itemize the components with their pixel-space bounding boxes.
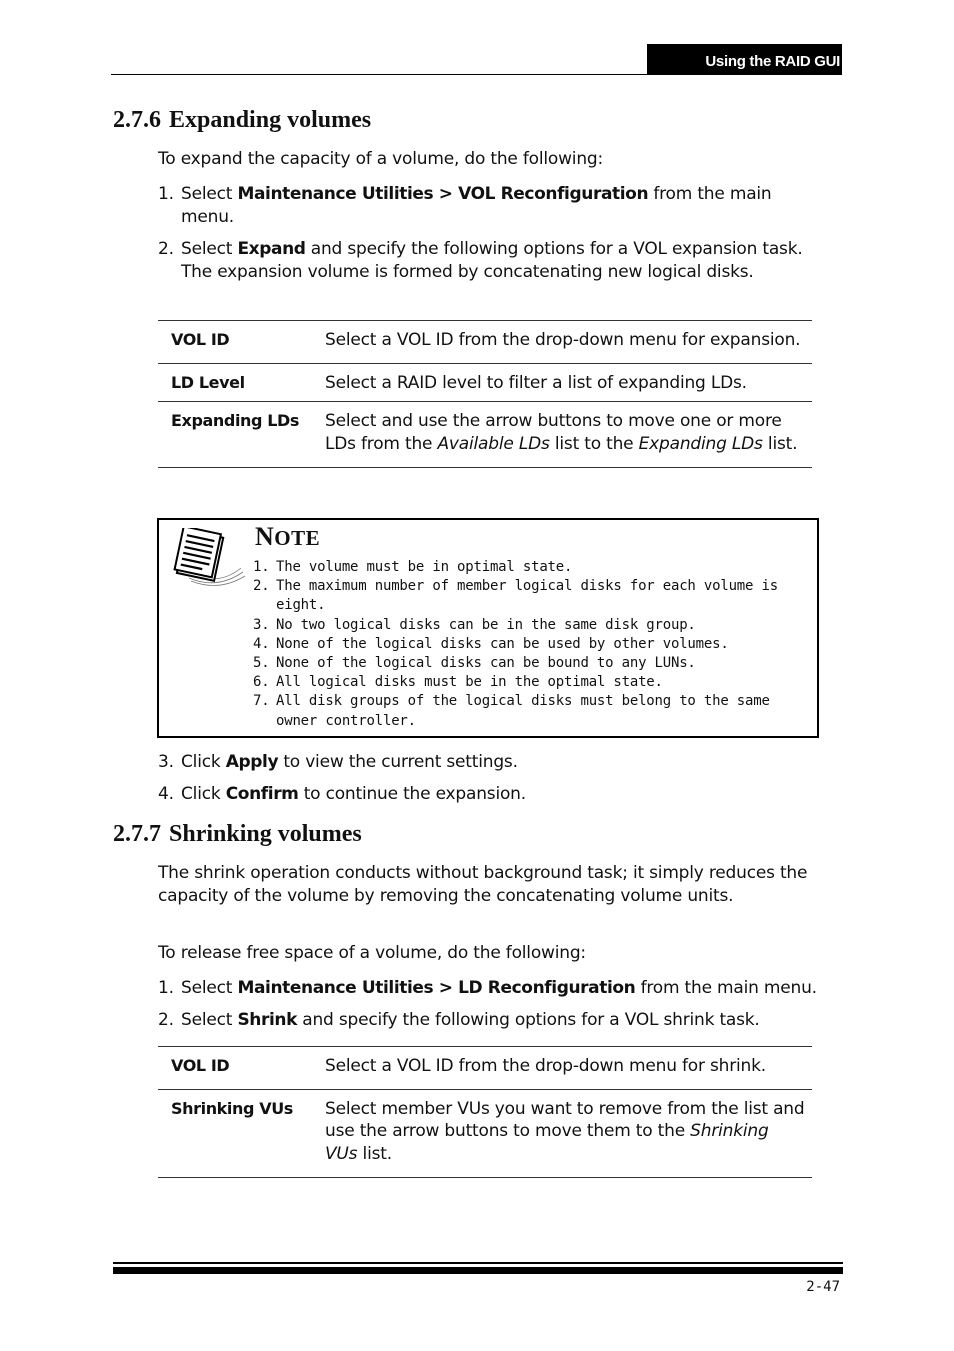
- option-description: Select a VOL ID from the drop-down menu for expansion.: [325, 330, 801, 350]
- step-text: from the main menu.: [635, 978, 817, 998]
- item-text: None of the logical disks can be used by other volumes.: [276, 635, 729, 652]
- list-name: Shrinking VUs: [325, 1121, 769, 1164]
- item-text: All disk groups of the logical disks must belong to the same owner controller.: [276, 693, 770, 729]
- shrink-intro: To release free space of a volume, do the following:: [158, 943, 586, 963]
- list-name: Available LDs: [437, 433, 550, 454]
- note-item: [253, 692, 813, 730]
- section-title: Expanding volumes: [169, 107, 372, 133]
- item-text: The volume must be in optimal state.: [276, 559, 573, 575]
- shrink-description: The shrink operation conducts without background task; it simply reduces the capacity of the volume by removing the concatenating volume units.: [158, 863, 808, 906]
- item-number: 6.: [253, 674, 270, 691]
- item-number: 1.: [253, 559, 270, 575]
- menu-path: Maintenance Utilities > LD Reconfiguration: [237, 978, 636, 998]
- table-row: [158, 402, 812, 468]
- section-number: 2.7.6: [113, 107, 161, 133]
- item-text: None of the logical disks can be bound to any LUNs.: [276, 655, 696, 672]
- section-heading-shrinking: [113, 821, 362, 848]
- note-box: [157, 518, 819, 738]
- button-name: Apply: [225, 752, 279, 772]
- note-item: [253, 673, 813, 692]
- item-text: The maximum number of member logical disks for each volume is eight.: [276, 578, 778, 614]
- step-text: to view the current settings.: [278, 752, 518, 772]
- step-3: [158, 751, 828, 774]
- footer-rule-thin: [113, 1262, 843, 1264]
- notepad-icon: [167, 528, 247, 588]
- option-description: Select a VOL ID from the drop-down menu for shrink.: [325, 1056, 766, 1076]
- option-label: VOL ID: [171, 1056, 230, 1075]
- step-text: Select: [181, 184, 238, 204]
- step-2: [158, 238, 828, 283]
- item-number: 5.: [253, 655, 270, 672]
- footer-rule-thick: [113, 1267, 843, 1274]
- step-text: and specify the following options for a VOL shrink task.: [297, 1010, 760, 1030]
- running-header-tab: Using the RAID GUI: [647, 44, 842, 75]
- note-title-initial: N: [255, 522, 275, 551]
- menu-path: Maintenance Utilities > VOL Reconfiguration: [237, 184, 649, 204]
- step-text: Select: [181, 978, 238, 998]
- page-number: 2-47: [806, 1279, 840, 1295]
- item-text: All logical disks must be in the optimal state.: [276, 674, 663, 691]
- option-description: [325, 410, 812, 455]
- step-text: from the main menu.: [181, 184, 772, 227]
- option-name: Shrink: [237, 1010, 298, 1030]
- note-item: [253, 616, 813, 635]
- table-row: [158, 321, 812, 364]
- section-heading-expanding: [113, 107, 371, 134]
- note-item: [253, 654, 813, 673]
- option-label: Expanding LDs: [171, 411, 300, 430]
- note-title: [255, 522, 320, 552]
- step-4: [158, 783, 828, 806]
- table-row: [158, 364, 812, 403]
- option-label: Shrinking VUs: [171, 1098, 293, 1118]
- item-number: 4.: [253, 635, 270, 652]
- section-title: Shrinking volumes: [169, 821, 362, 847]
- option-label: VOL ID: [171, 330, 230, 349]
- item-number: 2.: [253, 578, 270, 595]
- step-number: 2.: [158, 1010, 174, 1030]
- option-label: LD Level: [171, 372, 245, 392]
- step-number: 1.: [158, 978, 174, 998]
- step-text: Click: [181, 752, 226, 772]
- step-number: 2.: [158, 239, 174, 259]
- section-number: 2.7.7: [113, 821, 161, 847]
- table-row: [158, 1090, 812, 1179]
- description-text: list.: [357, 1143, 392, 1164]
- note-list: [253, 558, 813, 731]
- description-text: list.: [762, 433, 798, 454]
- item-text: No two logical disks can be in the same disk group.: [276, 616, 696, 633]
- intro-text: To expand the capacity of a volume, do the following:: [158, 149, 604, 169]
- button-name: Confirm: [225, 784, 299, 804]
- note-item: [253, 558, 813, 577]
- step-number: 4.: [158, 784, 174, 804]
- step-text: to continue the expansion.: [298, 784, 526, 804]
- description-text: Select member VUs you want to remove from the list and use the arrow buttons to move them to the: [325, 1098, 805, 1141]
- shrink-step-2: [158, 1009, 848, 1032]
- option-description: [325, 1098, 812, 1166]
- note-title-rest: OTE: [274, 526, 321, 550]
- description-text: list to the: [549, 433, 639, 454]
- shrink-step-1: [158, 977, 848, 1000]
- description-text: Select and use the arrow buttons to move one or more LDs from the: [325, 411, 782, 454]
- note-item: [253, 635, 813, 654]
- shrink-options-table: [158, 1046, 812, 1178]
- step-text: Select: [181, 239, 238, 259]
- item-number: 3.: [253, 616, 270, 633]
- step-text: and specify the following options for a VOL expansion task. The expansion volume is formed by concatenating new logical disks.: [181, 239, 803, 282]
- option-description: Select a RAID level to filter a list of expanding LDs.: [325, 372, 747, 393]
- step-1: [158, 183, 828, 228]
- header-rule: [111, 74, 842, 75]
- table-row: [158, 1047, 812, 1090]
- note-item: [253, 577, 813, 615]
- expand-options-table: [158, 320, 812, 468]
- option-name: Expand: [237, 239, 306, 259]
- step-number: 3.: [158, 752, 174, 772]
- step-number: 1.: [158, 184, 174, 204]
- step-text: Click: [181, 784, 226, 804]
- list-name: Expanding LDs: [638, 433, 763, 454]
- item-number: 7.: [253, 693, 270, 710]
- step-text: Select: [181, 1010, 238, 1030]
